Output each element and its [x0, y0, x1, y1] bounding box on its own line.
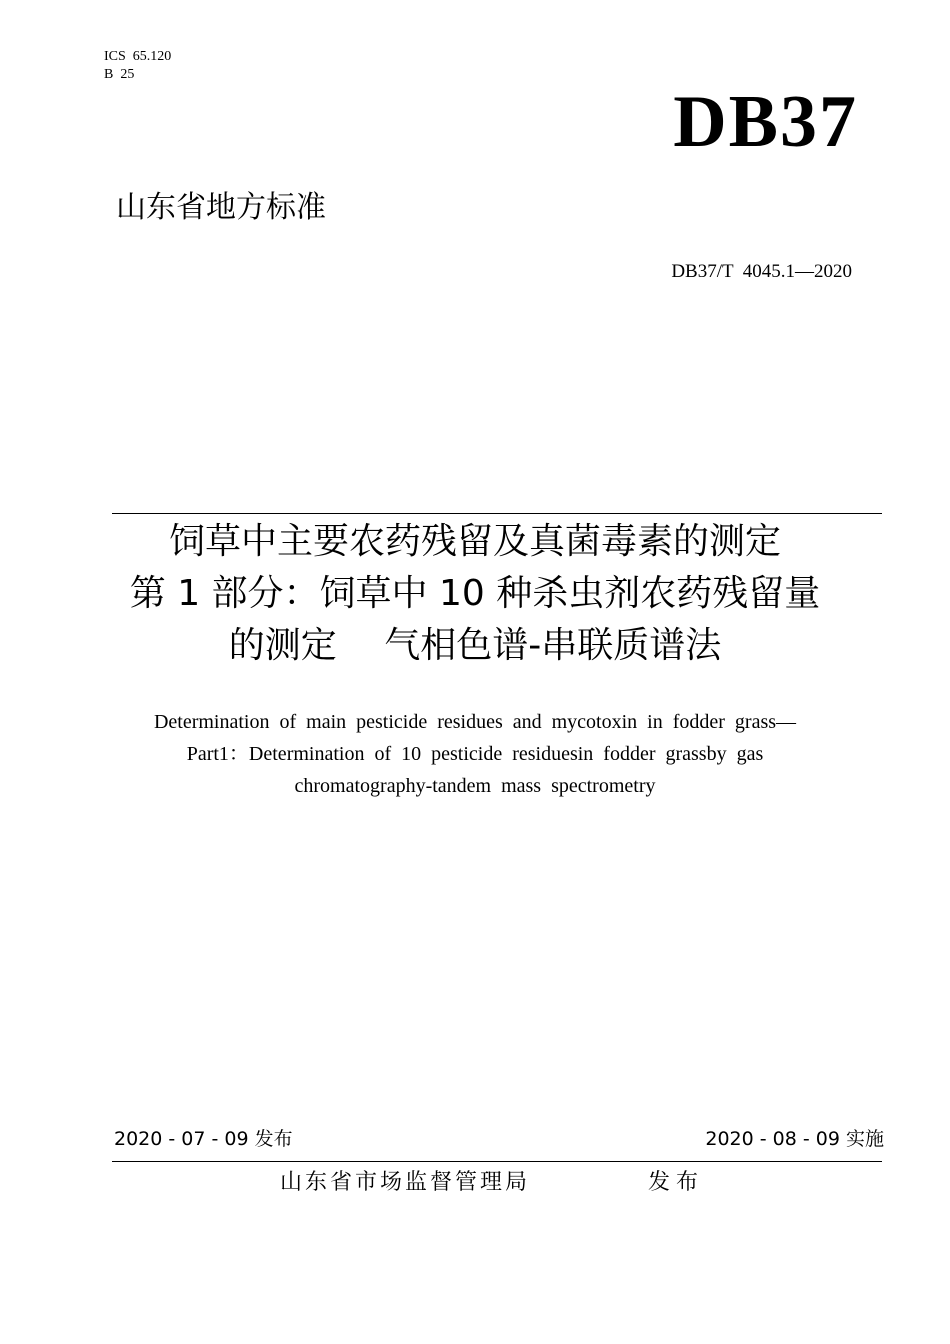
standard-type: 山东省地方标准 [116, 190, 326, 225]
chinese-title [60, 516, 890, 672]
standard-number: DB37/T 4045.1—2020 [671, 261, 852, 282]
issuer-action: 发布 [648, 1170, 705, 1195]
chinese-title-line-1: 饲草中主要农药残留及真菌毒素的测定 [168, 521, 781, 562]
classification-codes [104, 48, 171, 84]
english-title-line-2: Part1：Determination of 10 pesticide residuesin fodder grassby gas [186, 743, 764, 765]
chinese-title-line-3: 的测定 气相色谱-串联质谱法 [228, 625, 722, 666]
footer-divider [112, 1161, 882, 1162]
db-logo: DB37 [673, 81, 858, 163]
english-title-line-1: Determination of main pesticide residues and mycotoxin in fodder grass— [153, 711, 797, 733]
english-title-line-3: chromatography-tandem mass spectrometry [294, 775, 656, 797]
issue-date: 2020 - 07 - 09 发布 [114, 1128, 293, 1150]
ics-code: ICS 65.120 [104, 49, 172, 64]
ccs-code: B 25 [104, 67, 135, 82]
chinese-title-line-2: 第 1 部分：饲草中 10 种杀虫剂农药残留量 [129, 573, 821, 614]
english-title [60, 706, 890, 802]
title-divider [112, 513, 882, 514]
implementation-date: 2020 - 08 - 09 实施 [705, 1128, 884, 1150]
issuing-authority: 山东省市场监督管理局 [280, 1170, 531, 1195]
